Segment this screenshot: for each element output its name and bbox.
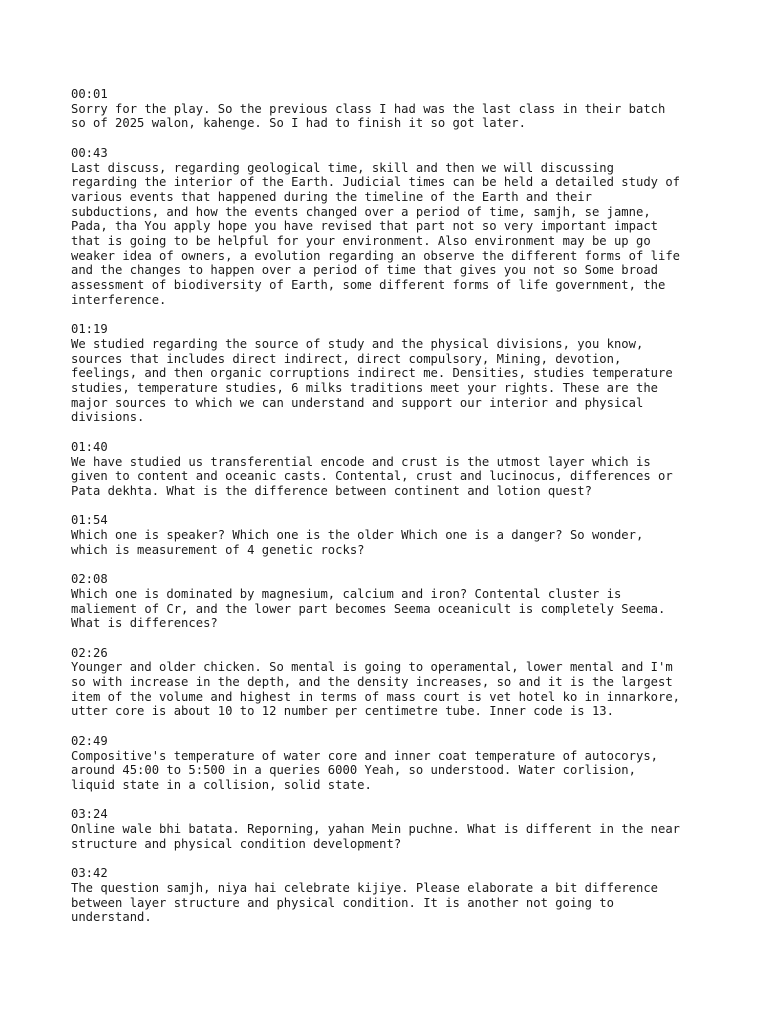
segment-text: Which one is dominated by magnesium, calcium and iron? Contental cluster is maliement of Cr, and the lower part becomes Seema oceanicult is completely Seema. What is differences?: [71, 586, 666, 631]
segment-text: Online wale bhi batata. Reporning, yahan Mein puchne. What is different in the near structure and physical condition development?: [71, 822, 681, 851]
timestamp: 01:40: [71, 439, 108, 454]
segment-text: We studied regarding the source of study and the physical divisions, you know, sources that includes direct indirect, direct compulsory, Mining, devotion, feelings, and then organic corruptions indirect me. Densities, studies temperature studies, temperature studies, 6 milks traditions meet your rights. These are the major sources to which we can understand and support our interior and physical divisions.: [71, 336, 673, 425]
transcript-segment: [71, 440, 711, 499]
timestamp: 01:54: [71, 513, 108, 528]
timestamp: 00:01: [71, 87, 108, 101]
transcript-segment: [71, 646, 711, 720]
transcript-segment: [71, 572, 711, 631]
transcript-segment: [71, 513, 711, 557]
segment-text: Younger and older chicken. So mental is going to operamental, lower mental and I'm so with increase in the depth, and the density increases, so and it is the largest item of the volume and highest in terms of mass court is vet hotel ko in innarkore, utter core is about 10 to 12 number per centimetre tube. Inner code is 13.: [71, 660, 681, 719]
segment-text: Sorry for the play. So the previous class I had was the last class in their batch so of 2025 walon, kahenge. So I had to finish it so got later.: [71, 101, 666, 131]
segment-text: Which one is speaker? Which one is the older Which one is a danger? So wonder, which is measurement of 4 genetic rocks?: [71, 528, 644, 557]
timestamp: 00:43: [71, 145, 108, 160]
transcript-segment: [71, 866, 711, 925]
timestamp: 02:08: [71, 572, 108, 587]
timestamp: 01:19: [71, 322, 108, 337]
transcript-segment: [71, 734, 711, 793]
transcript-segment: [71, 87, 711, 131]
segment-text: The question samjh, niya hai celebrate kijiye. Please elaborate a bit difference between layer structure and physical condition. It is another not going to understand.: [71, 880, 658, 925]
transcript-segment: [71, 146, 711, 308]
segment-text: Last discuss, regarding geological time, skill and then we will discussing regarding the interior of the Earth. Judicial times can be held a detailed study of various events that happened during the timeline of the Earth and their subductions, and how the events changed over a period of time, samjh, se jamne, Pada, tha You apply hope you have revised that part not so very important impact that is going to be helpful for your environment. Also environment may be up go weaker idea of owners, a evolution regarding an observe the different forms of life and the changes to happen over a period of time that gives you not so Some broad assessment of biodiversity of Earth, some different forms of life government, the interference.: [71, 160, 681, 307]
transcript-segment: [71, 322, 711, 425]
segment-text: We have studied us transferential encode and crust is the utmost layer which is given to content and oceanic casts. Contental, crust and lucinocus, differences or Pata dekhta. What is the difference between continent and lotion quest?: [71, 454, 673, 498]
timestamp: 03:42: [71, 866, 108, 881]
transcript-segment: [71, 807, 711, 851]
segment-text: Compositive's temperature of water core and inner coat temperature of autocorys, around 45:00 to 5:500 in a queries 6000 Yeah, so understood. Water corlision, liquid state in a collision, solid state.: [71, 748, 658, 792]
timestamp: 03:24: [71, 807, 108, 822]
timestamp: 02:26: [71, 645, 108, 660]
timestamp: 02:49: [71, 733, 108, 748]
transcript-page: [71, 87, 711, 940]
